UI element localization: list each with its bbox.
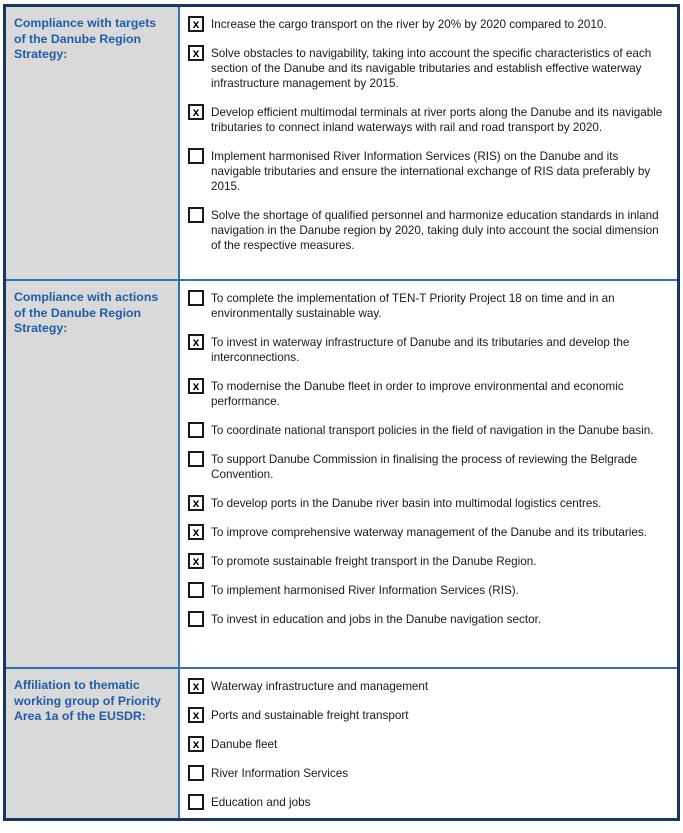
checklist-item <box>188 207 665 253</box>
checklist-item <box>188 378 665 409</box>
checklist-item <box>188 148 665 194</box>
row-header-targets: Compliance with targets of the Danube Region Strategy: <box>6 7 180 279</box>
table-row-targets <box>6 7 677 279</box>
checkbox[interactable] <box>188 765 204 781</box>
item-text: River Information Services <box>211 767 349 780</box>
checklist-item <box>188 104 665 135</box>
item-text: To complete the implementation of TEN-T Priority Project 18 on time and in an environmentally sustainable way. <box>211 292 615 320</box>
checkbox[interactable] <box>188 290 204 306</box>
checklist-item <box>188 794 665 810</box>
row-header-actions: Compliance with actions of the Danube Region Strategy: <box>6 281 180 667</box>
checkbox[interactable] <box>188 207 204 223</box>
item-text: To coordinate national transport policies in the field of navigation in the Danube basin. <box>211 424 654 437</box>
item-text: Develop efficient multimodal terminals at river ports along the Danube and its navigable tributaries to connect inland waterways with rail and road transport by 2020. <box>211 106 663 134</box>
checklist-item <box>188 451 665 482</box>
checkbox[interactable] <box>188 611 204 627</box>
checklist-item <box>188 290 665 321</box>
actions-checklist <box>180 281 677 667</box>
checklist-item <box>188 495 665 511</box>
checkbox[interactable]: x <box>188 495 204 511</box>
checkbox[interactable]: x <box>188 334 204 350</box>
item-text: Increase the cargo transport on the river by 20% by 2020 compared to 2010. <box>211 18 607 31</box>
item-text: Ports and sustainable freight transport <box>211 709 409 722</box>
checkbox[interactable]: x <box>188 16 204 32</box>
checklist-item <box>188 707 665 723</box>
checkbox[interactable]: x <box>188 707 204 723</box>
table-row-actions <box>6 279 677 667</box>
item-text: To improve comprehensive waterway management of the Danube and its tributaries. <box>211 526 647 539</box>
checkbox[interactable]: x <box>188 45 204 61</box>
item-text: To support Danube Commission in finalising the process of reviewing the Belgrade Convention. <box>211 453 638 481</box>
item-text: To implement harmonised River Information Services (RIS). <box>211 584 519 597</box>
item-text: Education and jobs <box>211 796 311 809</box>
checklist-item <box>188 334 665 365</box>
checkbox[interactable] <box>188 451 204 467</box>
checkbox[interactable]: x <box>188 104 204 120</box>
item-text: Danube fleet <box>211 738 278 751</box>
targets-checklist <box>180 7 677 279</box>
item-text: To invest in education and jobs in the Danube navigation sector. <box>211 613 542 626</box>
item-text: To invest in waterway infrastructure of Danube and its tributaries and develop the interconnections. <box>211 336 630 364</box>
row-header-affiliation: Affiliation to thematic working group of Priority Area 1a of the EUSDR: <box>6 669 180 818</box>
checkbox[interactable] <box>188 148 204 164</box>
checklist-item <box>188 45 665 91</box>
table-row-affiliation <box>6 667 677 818</box>
checkbox[interactable]: x <box>188 678 204 694</box>
item-text: Implement harmonised River Information Services (RIS) on the Danube and its navigable tributaries and ensure the international exchange of RIS data preferably by 2015. <box>211 150 651 193</box>
checkbox[interactable]: x <box>188 524 204 540</box>
checklist-item <box>188 524 665 540</box>
checkbox[interactable] <box>188 582 204 598</box>
item-text: To develop ports in the Danube river basin into multimodal logistics centres. <box>211 497 602 510</box>
compliance-table <box>3 4 680 821</box>
item-text: Solve the shortage of qualified personnel and harmonize education standards in inland navigation in the Danube region by 2020, taking duly into account the social dimension of the respective measures. <box>211 209 659 252</box>
item-text: To promote sustainable freight transport in the Danube Region. <box>211 555 537 568</box>
checkbox[interactable]: x <box>188 736 204 752</box>
item-text: Waterway infrastructure and management <box>211 680 429 693</box>
checkbox[interactable] <box>188 794 204 810</box>
affiliation-checklist <box>180 669 677 818</box>
checklist-item <box>188 553 665 569</box>
checklist-item <box>188 422 665 438</box>
checklist-item <box>188 765 665 781</box>
item-text: To modernise the Danube fleet in order to improve environmental and economic performance. <box>211 380 624 408</box>
checklist-item <box>188 582 665 598</box>
checklist-item <box>188 16 665 32</box>
item-text: Solve obstacles to navigability, taking into account the specific characteristics of each section of the Danube and its navigable tributaries and establish effective waterway infrastructure management by 2015. <box>211 47 652 90</box>
checklist-item <box>188 611 665 627</box>
checklist-item <box>188 736 665 752</box>
checkbox[interactable]: x <box>188 378 204 394</box>
checkbox[interactable] <box>188 422 204 438</box>
checkbox[interactable]: x <box>188 553 204 569</box>
checklist-item <box>188 678 665 694</box>
